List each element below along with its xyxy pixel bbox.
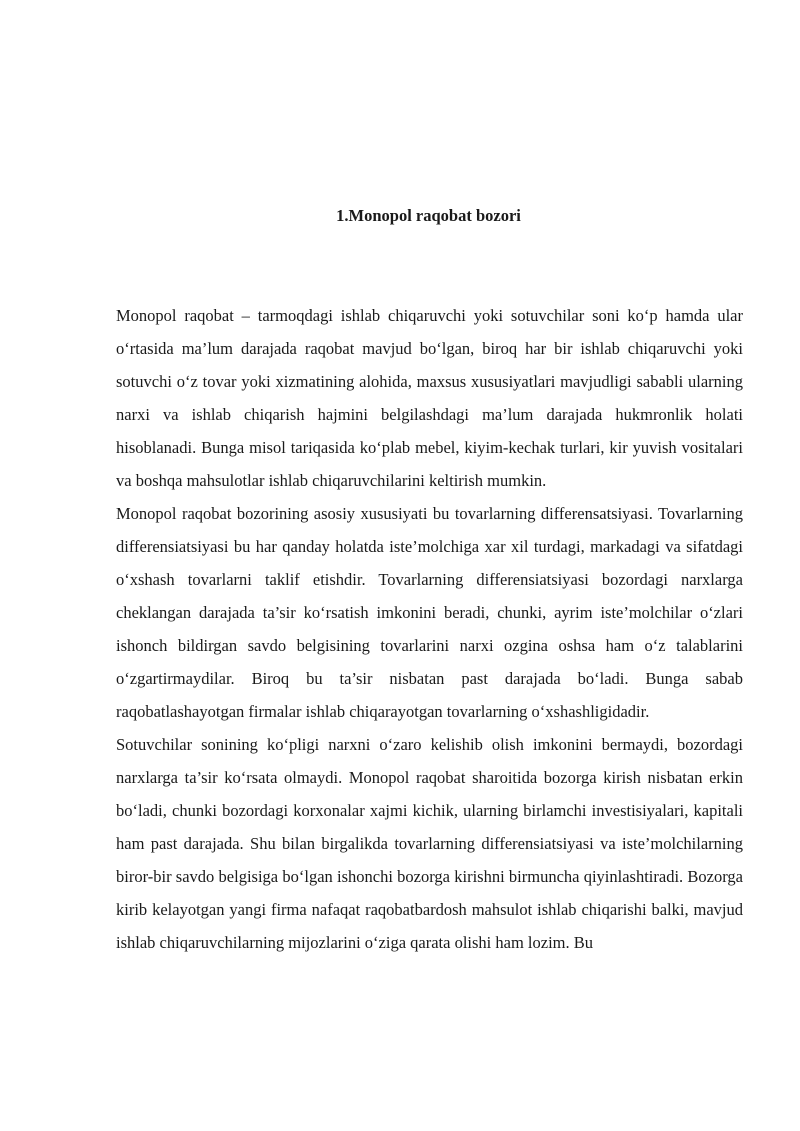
body-text	[116, 299, 743, 959]
paragraph-market-entry: Sotuvchilar sonining ko‘pligi narxni o‘zaro kelishib olish imkonini bermaydi, bozordagi narxlarga ta’sir ko‘rsata olmaydi. Monopol raqobat sharoitida bozorga kirish nisbatan erkin bo‘ladi, chunki bozordagi korxonalar xajmi kichik, ularning birlamchi investisiyalari, kapitali ham past darajada. Shu bilan birgalikda tovarlarning differensiatsiyasi va iste’molchilarning biror-bir savdo belgisiga bo‘lgan ishonchi bozorga kirishni birmuncha qiyinlashtiradi. Bozorga kirib kelayotgan yangi firma nafaqat raqobatbardosh mahsulot ishlab chiqarishi balki, mavjud ishlab chiqaruvchilarning mijozlarini o‘ziga qarata olishi ham lozim. Bu	[116, 735, 743, 952]
paragraph-differentiation: Monopol raqobat bozorining asosiy xususiyati bu tovarlarning differensatsiyasi. Tovarlarning differensiatsiyasi bu har qanday holatda iste’molchiga xar xil turdagi, markadagi va sifatdagi o‘xshash tovarlarni taklif etishdir. Tovarlarning differensiatsiyasi bozordagi narxlarga cheklangan darajada ta’sir ko‘rsatish imkonini beradi, chunki, ayrim iste’molchilar o‘zlari ishonch bildirgan savdo belgisining tovarlarini narxi ozgina oshsa ham o‘z talablarini o‘zgartirmaydilar. Biroq bu ta’sir nisbatan past darajada bo‘ladi. Bunga sabab raqobatlashayotgan firmalar ishlab chiqarayotgan tovarlarning o‘xshashligidadir.	[116, 504, 743, 721]
paragraph-definition: Monopol raqobat – tarmoqdagi ishlab chiqaruvchi yoki sotuvchilar soni ko‘p hamda ular o‘rtasida ma’lum darajada raqobat mavjud bo‘lgan, biroq har bir ishlab chiqaruvchi yoki sotuvchi o‘z tovar yoki xizmatining alohida, maxsus xususiyatlari mavjudligi sababli ularning narxi va ishlab chiqarish hajmini belgilashdagi ma’lum darajada hukmronlik holati hisoblanadi. Bunga misol tariqasida ko‘plab mebel, kiyim-kechak turlari, kir yuvish vositalari va boshqa mahsulotlar ishlab chiqaruvchilarini keltirish mumkin.	[116, 306, 743, 490]
section-title: 1.Monopol raqobat bozori	[336, 206, 521, 225]
